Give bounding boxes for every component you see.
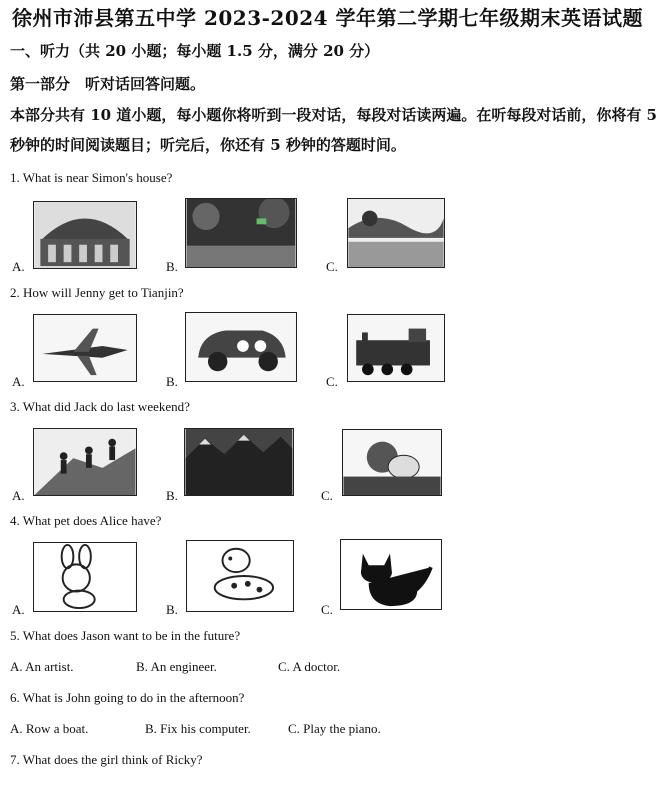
plane-picture xyxy=(33,314,137,382)
option-label: C. xyxy=(321,488,333,503)
option-b: B. An engineer. xyxy=(136,659,217,674)
dog-picture xyxy=(186,540,294,612)
option-c: C. A doctor. xyxy=(278,659,341,674)
option-b: B. Fix his computer. xyxy=(145,721,251,736)
option-label: B. xyxy=(166,374,178,389)
option-label: C. xyxy=(326,374,338,389)
option-label: A. xyxy=(12,374,25,389)
option-label: C. xyxy=(326,259,338,274)
rabbit-picture xyxy=(33,542,137,612)
mountains-picture xyxy=(184,428,294,496)
question-5: 5. What does Jason want to be in the future? xyxy=(10,628,241,643)
option-label: A. xyxy=(12,602,25,617)
question-6: 6. What is John going to do in the afternoon? xyxy=(10,690,245,705)
question-4: 4. What pet does Alice have? xyxy=(10,513,162,528)
section-heading: 一、听力（共 20 小题；每小题 1.5 分，满分 20 分） xyxy=(10,42,380,60)
train-picture xyxy=(347,314,445,382)
instructions: 本部分共有 10 道小题，每小题你将听到一段对话，每段对话读两遍。在听每段对话前，你将有 5 秒钟的时间阅读题目；听完后，你还有 5 秒钟的答题时间。 xyxy=(10,106,657,154)
option-label: C. xyxy=(321,602,333,617)
snail-picture xyxy=(342,429,442,496)
cat-picture xyxy=(340,539,442,610)
park-picture xyxy=(185,198,297,268)
option-label: A. xyxy=(12,488,25,503)
car-picture xyxy=(185,312,297,382)
option-label: B. xyxy=(166,488,178,503)
option-label: B. xyxy=(166,259,178,274)
question-7: 7. What does the girl think of Ricky? xyxy=(10,752,203,767)
hiking-picture xyxy=(33,428,137,496)
option-label: B. xyxy=(166,602,178,617)
option-a: A. An artist. xyxy=(10,659,74,674)
question-1: 1. What is near Simon's house? xyxy=(10,170,173,185)
question-2: 2. How will Jenny get to Tianjin? xyxy=(10,285,184,300)
question-3: 3. What did Jack do last weekend? xyxy=(10,399,190,414)
exam-title: 徐州市沛县第五中学 2023-2024 学年第二学期七年级期末英语试题 xyxy=(12,6,644,30)
option-a: A. Row a boat. xyxy=(10,721,89,736)
option-c: C. Play the piano. xyxy=(288,721,381,736)
stadium-picture xyxy=(33,201,137,269)
river-bridge-picture xyxy=(347,198,445,268)
option-label: A. xyxy=(12,259,25,274)
part-heading: 第一部分 听对话回答问题。 xyxy=(10,75,206,93)
